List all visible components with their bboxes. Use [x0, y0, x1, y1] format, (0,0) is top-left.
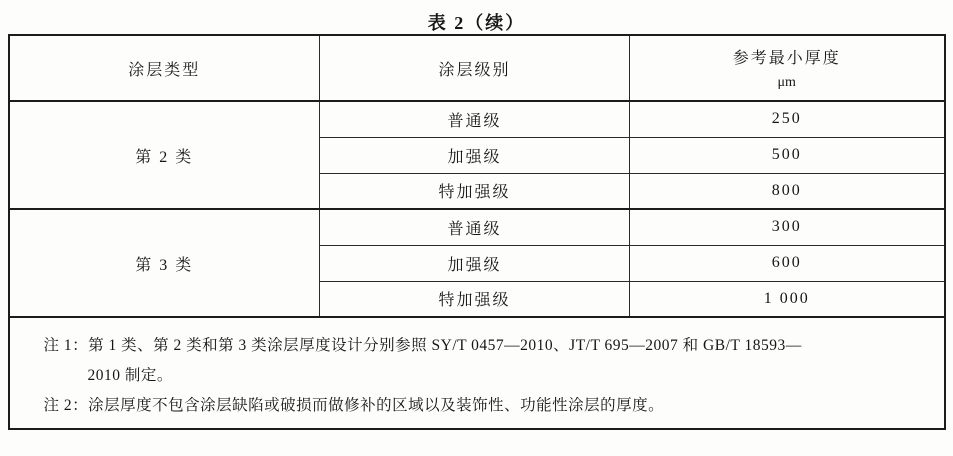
note-1-line-1: 注 1：第 1 类、第 2 类和第 3 类涂层厚度设计分别参照 SY/T 0457—2010、JT/T 695—2007 和 GB/T 18593—	[43, 337, 802, 354]
thickness-cell: 500	[630, 137, 945, 173]
header-coating-type: 涂层类型	[9, 35, 320, 101]
table-header-row	[9, 35, 945, 101]
note-2-line-1: 注 2：涂层厚度不包含涂层缺陷或破损而做修补的区域以及装饰性、功能性涂层的厚度。	[43, 397, 665, 414]
grade-cell: 普通级	[320, 209, 630, 245]
table-notes-row	[9, 317, 945, 429]
note-1-line-2: 2010 制定。	[87, 367, 173, 384]
thickness-cell: 1 000	[630, 281, 945, 317]
grade-cell: 特加强级	[320, 173, 630, 209]
grade-cell: 加强级	[320, 137, 630, 173]
coating-type-cell-class3: 第 3 类	[9, 209, 320, 317]
table-caption: 表 2（续）	[427, 13, 526, 33]
thickness-cell: 250	[630, 101, 945, 137]
thickness-cell: 300	[630, 209, 945, 245]
table-row	[9, 209, 945, 245]
note-2	[44, 391, 926, 421]
header-coating-grade: 涂层级别	[320, 35, 630, 101]
table-row	[9, 101, 945, 137]
header-min-thickness	[630, 35, 945, 101]
coating-thickness-table	[8, 34, 946, 430]
header-min-thickness-label: 参考最小厚度	[732, 50, 841, 67]
coating-type-cell-class2: 第 2 类	[9, 101, 320, 209]
grade-cell: 普通级	[320, 101, 630, 137]
grade-cell: 特加强级	[320, 281, 630, 317]
thickness-cell: 800	[630, 173, 945, 209]
thickness-cell: 600	[630, 245, 945, 281]
note-1	[44, 331, 926, 391]
notes-cell	[9, 317, 945, 429]
grade-cell: 加强级	[320, 245, 630, 281]
header-thickness-unit: μm	[777, 75, 796, 90]
